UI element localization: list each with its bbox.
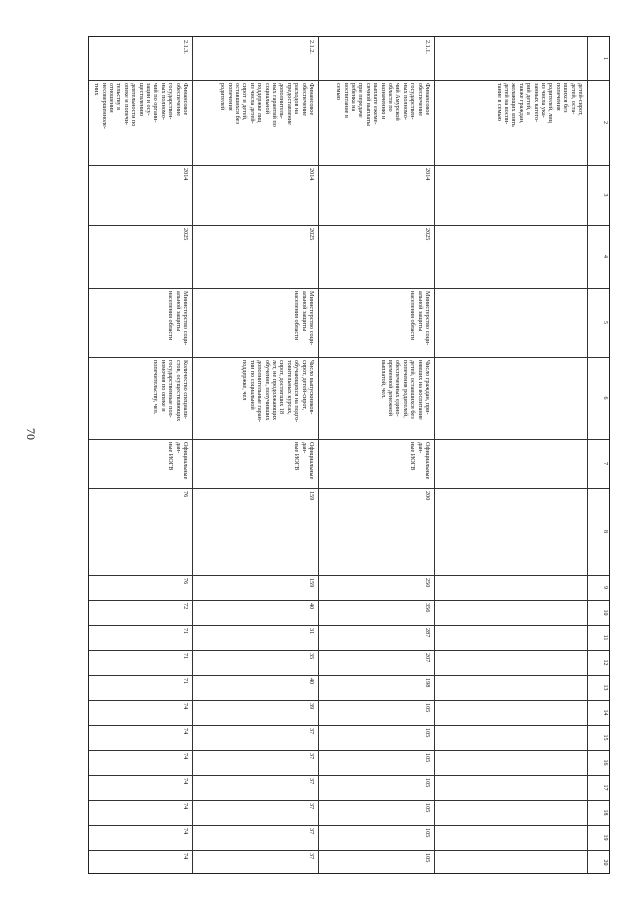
row-2-1-2-cell-2: Финансовое обеспечение расходов на предоставление дополнитель- ных гарантий по социальной поддержке лиц из числа детей- сирот и детей, оставшихся без попечения родителей [219,83,315,127]
grid-line-h [89,800,609,801]
row-2-1-1-cell-1: 2.1.1. [424,40,431,54]
row-2-1-2-value-16: 37 [308,753,315,760]
row-2-1-1-value-8: 200 [424,491,431,501]
row-2-1-3-value-20: 74 [182,853,189,860]
grid-line-h [89,675,609,676]
program-table [88,36,610,874]
row-2-1-3-value-9: 76 [182,578,189,585]
row-2-1-1-cell-5: Министерство соци- альной защиты населения области [409,291,431,346]
row-2-1-3-value-18: 74 [182,803,189,810]
grid-line-v [587,37,588,873]
grid-line-h [89,439,609,440]
row-2-1-1-value-18: 105 [424,803,431,813]
grid-line-v [318,37,319,873]
header-col-4: 4 [602,255,608,258]
grid-line-h [89,750,609,751]
row-2-1-3-cell-7: Официальные дан- ные ИОГВ [167,442,189,480]
row-2-1-2-value-18: 37 [308,803,315,810]
grid-line-v [434,37,435,873]
grid-line-h [89,625,609,626]
row-2-1-2-value-17: 37 [308,778,315,785]
header-col-19: 19 [602,834,608,841]
row-2-1-3-value-13: 71 [182,678,189,685]
header-col-2: 2 [602,121,608,124]
row-2-1-3-value-16: 74 [182,753,189,760]
row-2-1-1-value-10: 356 [424,603,431,613]
row-continuation-cell-2: детей-сирот, детей, оста- вшихся без попечения родителей, лиц из числа ука- занных катего- рий детей, а также граждан, желающих взять детей на воспи- тание в семью [495,83,584,127]
grid-line-h [89,288,609,289]
row-2-1-2-value-9: 159 [308,578,315,588]
row-2-1-2-value-14: 39 [308,703,315,710]
header-col-13: 13 [602,684,608,691]
row-2-1-3-value-8: 76 [182,491,189,498]
row-2-1-1-cell-2: Финансовое обеспечение государствен- ных полномо- чий Амурской области по назначению и выплате ежеме- сячной выплаты при передаче ребенка на воспитание в семью [335,83,431,126]
row-2-1-2-value-11: 31 [308,628,315,635]
header-col-7: 7 [602,462,608,465]
header-col-11: 11 [602,634,608,641]
grid-line-h [89,775,609,776]
row-2-1-1-value-9: 250 [424,578,431,588]
grid-line-h [89,825,609,826]
row-2-1-2-cell-6: Число выпускников- сирот, детей-сирот, обучающихся на подго- товительных курсах, сирот, достигших 18 лет, не продолжающих обучение, получивших дополнительные гаран- тии по социальной поддержке, чел [241,360,315,423]
header-col-12: 12 [602,659,608,666]
header-col-6: 6 [602,396,608,400]
grid-line-h [89,488,609,489]
row-2-1-3-value-12: 71 [182,653,189,660]
header-col-17: 17 [602,784,608,791]
row-2-1-3-value-14: 74 [182,703,189,710]
grid-line-h [89,80,609,81]
row-2-1-2-value-10: 40 [308,603,315,610]
grid-line-h [89,650,609,651]
row-2-1-3-value-15: 74 [182,728,189,735]
header-col-3: 3 [602,193,608,197]
row-2-1-2-value-13: 40 [308,678,315,685]
row-2-1-2-cell-5: Министерство соци- альной защиты населения области [293,291,315,346]
row-2-1-1-value-20: 105 [424,853,431,863]
header-col-8: 8 [602,530,608,533]
row-2-1-2-value-12: 35 [308,653,315,660]
header-col-10: 10 [602,609,608,616]
row-2-1-1-value-19: 105 [424,828,431,838]
row-2-1-2-value-8: 159 [308,491,315,501]
header-col-16: 16 [602,759,608,766]
grid-line-h [89,600,609,601]
row-2-1-3-value-10: 72 [182,603,189,610]
row-2-1-2-value-19: 37 [308,828,315,835]
header-col-20: 20 [602,859,608,866]
page-number: 70 [24,428,38,440]
row-2-1-1-value-17: 105 [424,778,431,788]
row-2-1-1-value-13: 198 [424,678,431,688]
header-col-1: 1 [602,57,608,60]
row-2-1-2-value-20: 37 [308,853,315,860]
row-2-1-3-cell-5: Министерство соци- альной защиты населения области [167,291,189,346]
grid-line-h [89,725,609,726]
grid-line-h [89,700,609,701]
row-2-1-1-value-11: 287 [424,628,431,638]
row-2-1-1-cell-6: Число граждан, при- нявших на воспитание детей, оставшихся без попечения родителей, обеспеченных едино- временной денежной выплатой, чел. [379,360,431,420]
header-col-5: 5 [602,321,608,324]
header-col-15: 15 [602,734,608,741]
row-2-1-3-cell-2: Финансовое обеспечение государствен- ных полномо- чий по органи- зации и осу- ществлению деятельности по опеке и попечи- тельству в отношении несовершенноле- тних [93,83,189,129]
grid-line-h [89,225,609,226]
row-2-1-1-value-15: 105 [424,728,431,738]
grid-line-h [89,575,609,576]
row-2-1-1-cell-7: Официальные дан- ные ИОГВ [409,442,431,480]
grid-line-h [89,165,609,166]
grid-line-h [89,850,609,851]
row-2-1-3-cell-3: 2014 [182,168,189,181]
row-2-1-1-value-16: 105 [424,753,431,763]
row-2-1-2-cell-1: 2.1.2. [308,40,315,54]
grid-line-v [192,37,193,873]
row-2-1-1-value-14: 105 [424,703,431,713]
header-col-14: 14 [602,709,608,716]
header-col-18: 18 [602,809,608,816]
row-2-1-1-value-12: 207 [424,653,431,663]
row-2-1-2-cell-7: Официальные дан- ные ИОГВ [293,442,315,480]
row-2-1-3-cell-6: Количество специали- стов, осуществляющих государственные пол- номочия по опеке и попечительству, чел. [152,360,189,422]
row-2-1-3-value-11: 71 [182,628,189,635]
row-2-1-3-cell-1: 2.1.3. [182,40,189,54]
grid-line-h [89,357,609,358]
row-2-1-3-value-17: 74 [182,778,189,785]
row-2-1-2-cell-4: 2025 [308,228,315,241]
row-2-1-3-value-19: 74 [182,828,189,835]
row-2-1-3-cell-4: 2025 [182,228,189,241]
row-2-1-1-cell-3: 2014 [424,168,431,181]
row-2-1-1-cell-4: 2025 [424,228,431,241]
row-2-1-2-cell-3: 2014 [308,168,315,181]
header-col-9: 9 [602,586,608,589]
row-2-1-2-value-15: 37 [308,728,315,735]
